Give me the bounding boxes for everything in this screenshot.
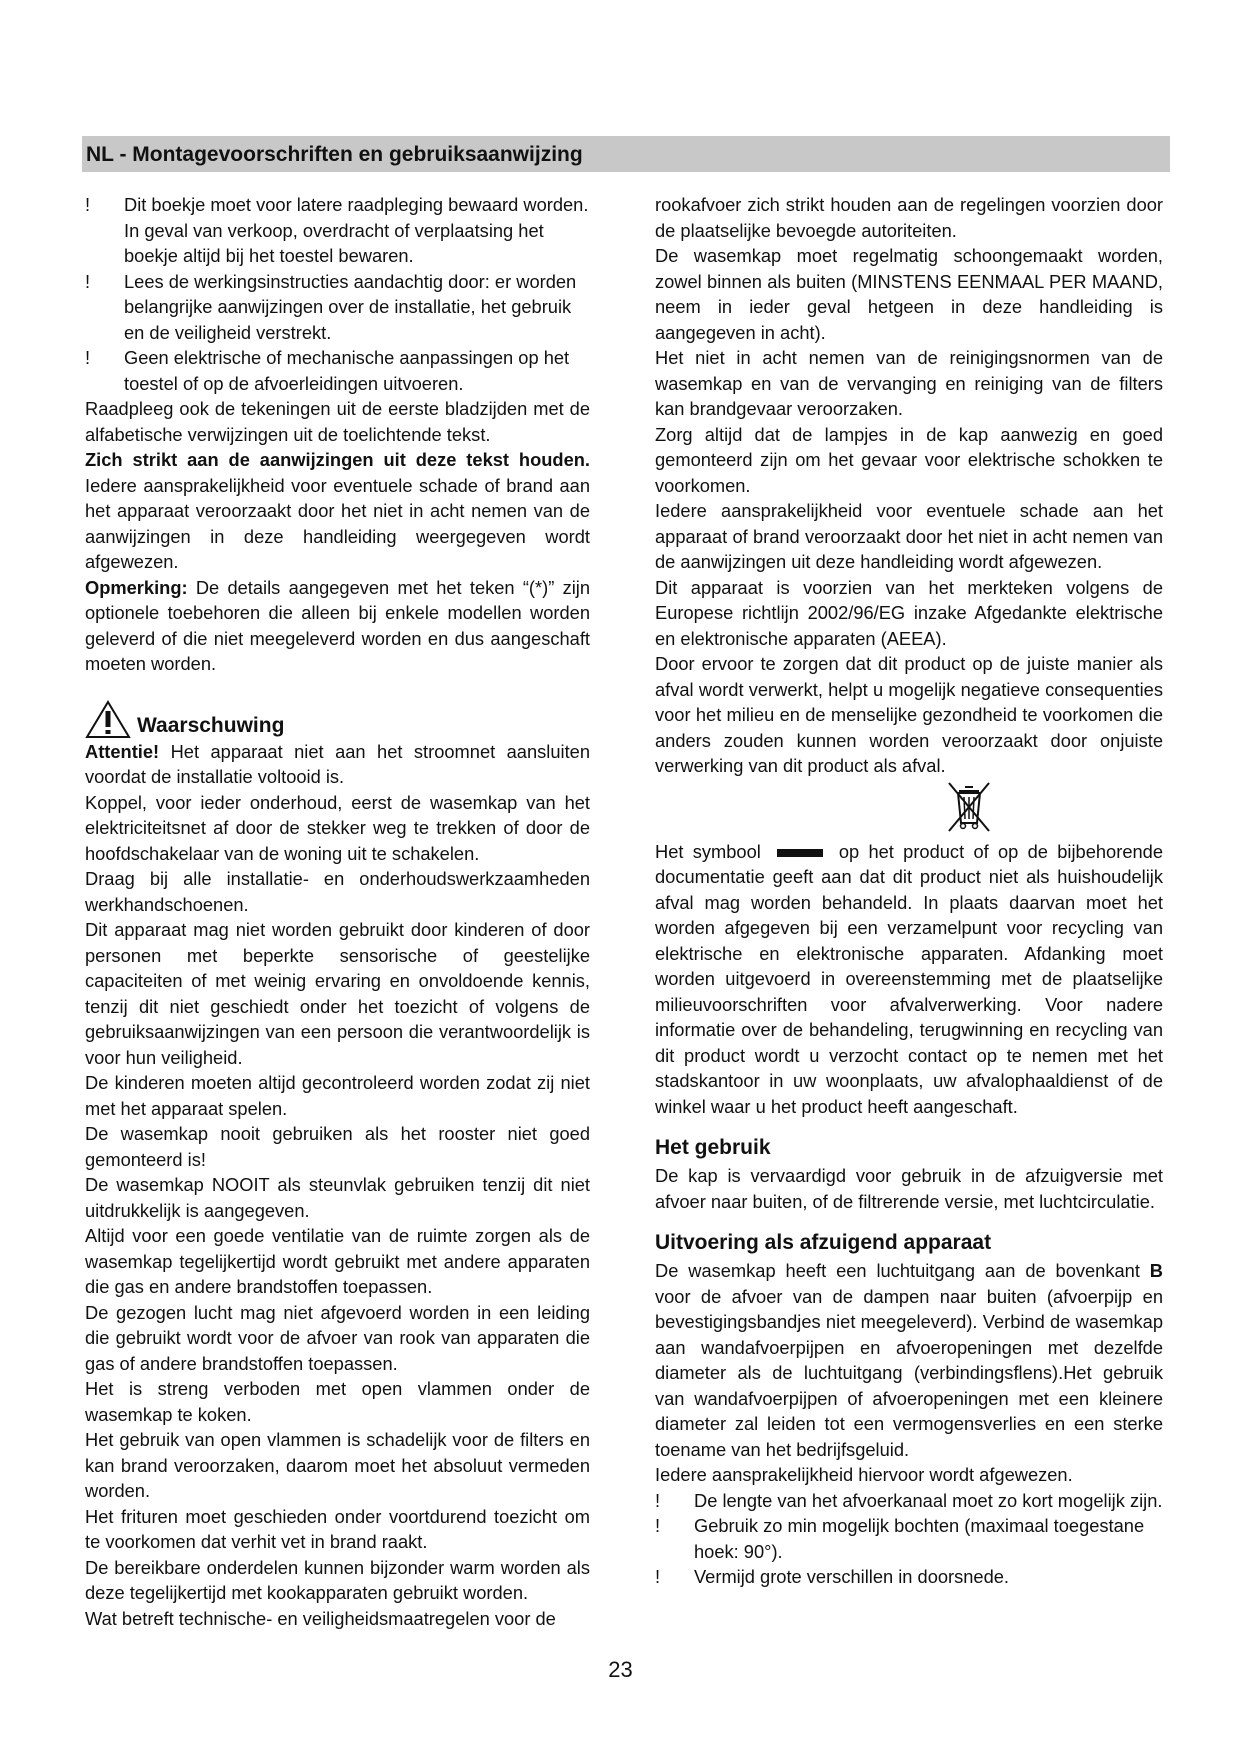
paragraph: Dit apparaat mag niet worden gebruikt door kinderen of door personen met beperkte sensorische of geestelijke capaciteiten of met weinig ervaring en onvoldoende kennis, tenzij dit niet geschiedt onder het toezicht of volgens de gebruiksaanwijzingen van een persoon die verantwoordelijk is voor hun veiligheid. [85, 919, 590, 1068]
warning-heading [85, 693, 590, 739]
paragraph: rookafvoer zich strikt houden aan de regelingen voorzien door de plaatselijke bevoegde autoriteiten. [655, 194, 1163, 241]
paragraph [85, 447, 590, 575]
text: De details aangegeven met het teken “(*)” zijn optionele toebehoren die alleen bij enkele modellen worden geleverd of die niet meegeleverd worden en dus aangeschaft moeten worden. [85, 576, 590, 674]
paragraph: Altijd voor een goede ventilatie van de ruimte zorgen als de wasemkap tegelijkertijd wordt gebruikt met andere apparaten die gas en andere brandstoffen toepassen. [85, 1225, 590, 1297]
paragraph: Koppel, voor ieder onderhoud, eerst de wasemkap van het elektriciteitsnet af door de stekker weg te trekken of door de hoofdschakelaar van de woning uit te schakelen. [85, 791, 590, 864]
paragraph: De bereikbare onderdelen kunnen bijzonder warm worden als deze tegelijkertijd met kookapparaten gebruikt worden. [85, 1556, 590, 1603]
warning-title: Waarschuwing [137, 713, 285, 737]
section-heading: Uitvoering als afzuigend apparaat [655, 1231, 992, 1254]
paragraph: De gezogen lucht mag niet afgevoerd worden in een leiding die gebruikt wordt voor de afvoer van rook van apparaten die gas of andere brandstoffen toepassen. [85, 1301, 590, 1374]
bullet-mark: ! [85, 194, 91, 215]
weee-symbol [655, 781, 1163, 839]
bullet-text: Vermijd grote verschillen in doorsnede. [694, 1566, 1010, 1587]
bullet-item [655, 1513, 1163, 1564]
bold-text: B [1149, 1260, 1163, 1281]
paragraph: De kap is vervaardigd voor gebruik in de afzuigversie met afvoer naar buiten, of de filtrerende versie, met luchtcirculatie. [655, 1165, 1163, 1212]
weee-bar-icon [777, 849, 823, 857]
left-column [85, 192, 590, 1631]
bold-text: Zich strikt aan de aanwijzingen uit deze tekst houden. [85, 449, 590, 470]
page-title: NL - Montagevoorschriften en gebruiksaanwijzing [86, 143, 583, 166]
paragraph: Het frituren moet geschieden onder voortdurend toezicht om te voorkomen dat verhit vet in brand raakt. [85, 1505, 590, 1552]
text: Het symbool [655, 840, 761, 862]
paragraph [85, 575, 590, 677]
bullet-text: Geen elektrische of mechanische aanpassingen op het toestel of op de afvoerleidingen uitvoeren. [124, 347, 570, 394]
bullet-text: Dit boekje moet voor latere raadpleging bewaard worden. In geval van verkoop, overdracht of verplaatsing het boekje altijd bij het toestel bewaren. [124, 194, 589, 266]
text: Iedere aansprakelijkheid voor eventuele schade of brand aan het apparaat veroorzaakt door het niet in acht nemen van de aanwijzingen in deze handleiding weergegeven wordt afgewezen. [85, 474, 590, 572]
paragraph: Het is streng verboden met open vlammen onder de wasemkap te koken. [85, 1378, 590, 1425]
right-column [655, 192, 1163, 1590]
bullet-item [85, 345, 590, 396]
paragraph: Dit apparaat is voorzien van het merkteken volgens de Europese richtlijn 2002/96/EG inzake Afgedankte elektrische en elektronische apparaten (AEEA). [655, 576, 1163, 649]
bullet-text: De lengte van het afvoerkanaal moet zo kort mogelijk zijn. [694, 1489, 1163, 1511]
text: voor de afvoer van de dampen naar buiten (afvoerpijp en bevestigingsbandjes niet meegeleverd). Verbind de wasemkap aan wandafvoerpijpen en afvoeropeningen met dezelfde diameter als de luchtuitgang (verbindingsflens).Het gebruik van wandafvoerpijpen of afvoeropeningen met een kleinere diameter zal leiden tot een vermogensverlies en een sterke toename van het bedrijfsgeluid. [655, 1285, 1163, 1460]
bullet-mark: ! [85, 347, 91, 368]
paragraph: De wasemkap moet regelmatig schoongemaakt worden, zowel binnen als buiten (MINSTENS EENMAAL PER MAAND, neem in ieder geval hetgeen in deze handleiding is aangegeven in acht). [655, 245, 1163, 343]
paragraph: Iedere aansprakelijkheid voor eventuele schade aan het apparaat of brand veroorzaakt door het niet in acht nemen van de aanwijzingen uit deze handleiding wordt afgewezen. [655, 500, 1163, 572]
paragraph [655, 1258, 1163, 1462]
warning-triangle-icon [85, 699, 131, 739]
paragraph [85, 739, 590, 790]
crossed-bin-icon [943, 781, 995, 839]
text: De wasemkap heeft een luchtuitgang aan de bovenkant [655, 1260, 1150, 1281]
bullet-item [655, 1564, 1163, 1590]
paragraph: Wat betreft technische- en veiligheidsmaatregelen voor de [85, 1607, 556, 1629]
bullet-text: Gebruik zo min mogelijk bochten (maximaal toegestane hoek: 90°). [694, 1515, 1145, 1562]
paragraph: De wasemkap NOOIT als steunvlak gebruiken tenzij dit niet uitdrukkelijk is aangegeven. [85, 1174, 590, 1221]
paragraph: Het gebruik van open vlammen is schadelijk voor de filters en kan brand veroorzaken, daarom moet het absoluut vermeden worden. [85, 1429, 590, 1501]
bullet-item [85, 269, 590, 346]
bold-text: Opmerking: [85, 576, 188, 598]
bullet-mark: ! [655, 1489, 661, 1511]
paragraph: Zorg altijd dat de lampjes in de kap aanwezig en goed gemonteerd zijn om het gevaar voor elektrische schokken te voorkomen. [655, 423, 1163, 496]
text: Het apparaat niet aan het stroomnet aansluiten voordat de installatie voltooid is. [85, 740, 590, 787]
bullet-item [655, 1488, 1163, 1514]
bullet-mark: ! [655, 1566, 661, 1587]
paragraph: Het niet in acht nemen van de reinigingsnormen van de wasemkap en van de vervanging en reiniging van de filters kan brandgevaar veroorzaken. [655, 347, 1163, 419]
bullet-item [85, 192, 590, 269]
paragraph: Raadpleeg ook de tekeningen uit de eerste bladzijden met de alfabetische verwijzingen uit de toelichtende tekst. [85, 398, 590, 445]
paragraph: De wasemkap nooit gebruiken als het rooster niet goed gemonteerd is! [85, 1123, 590, 1170]
bold-text: Attentie! [85, 740, 160, 762]
bullet-mark: ! [655, 1515, 661, 1536]
paragraph: De kinderen moeten altijd gecontroleerd worden zodat zij niet met het apparaat spelen. [85, 1072, 590, 1119]
text: op het product of op de bijbehorende documentatie geeft aan dat dit product niet als huishoudelijk afval mag worden behandeld. In plaats daarvan moet het worden afgegeven bij een verzamelpunt voor recycling van elektrische en elektronische apparaten. Afdanking moet worden uitgevoerd in overeenstemming met de plaatselijke milieuvoorschriften voor afvalverwerking. Voor nadere informatie over de behandeling, terugwinning en recycling van dit product wordt u verzocht contact op te nemen met het stadskantoor in uw woonplaats, uw afvalophaaldienst of de winkel waar u het product heeft aangeschaft. [655, 840, 1163, 1117]
page-number: 23 [608, 1657, 633, 1682]
paragraph: Door ervoor te zorgen dat dit product op de juiste manier als afval wordt verwerkt, helpt u mogelijk negatieve consequenties voor het milieu en de menselijke gezondheid te voorkomen die anders zouden kunnen worden veroorzaakt door onjuiste verwerking van dit product als afval. [655, 653, 1163, 776]
paragraph [655, 839, 1163, 1120]
paragraph: Iedere aansprakelijkheid hiervoor wordt afgewezen. [655, 1464, 1073, 1485]
bullet-mark: ! [85, 270, 91, 292]
paragraph: Draag bij alle installatie- en onderhoudswerkzaamheden werkhandschoenen. [85, 868, 590, 915]
bullet-text: Lees de werkingsinstructies aandachtig door: er worden belangrijke aanwijzingen over de installatie, het gebruik en de veiligheid verstrekt. [124, 270, 577, 343]
section-heading: Het gebruik [655, 1136, 771, 1159]
